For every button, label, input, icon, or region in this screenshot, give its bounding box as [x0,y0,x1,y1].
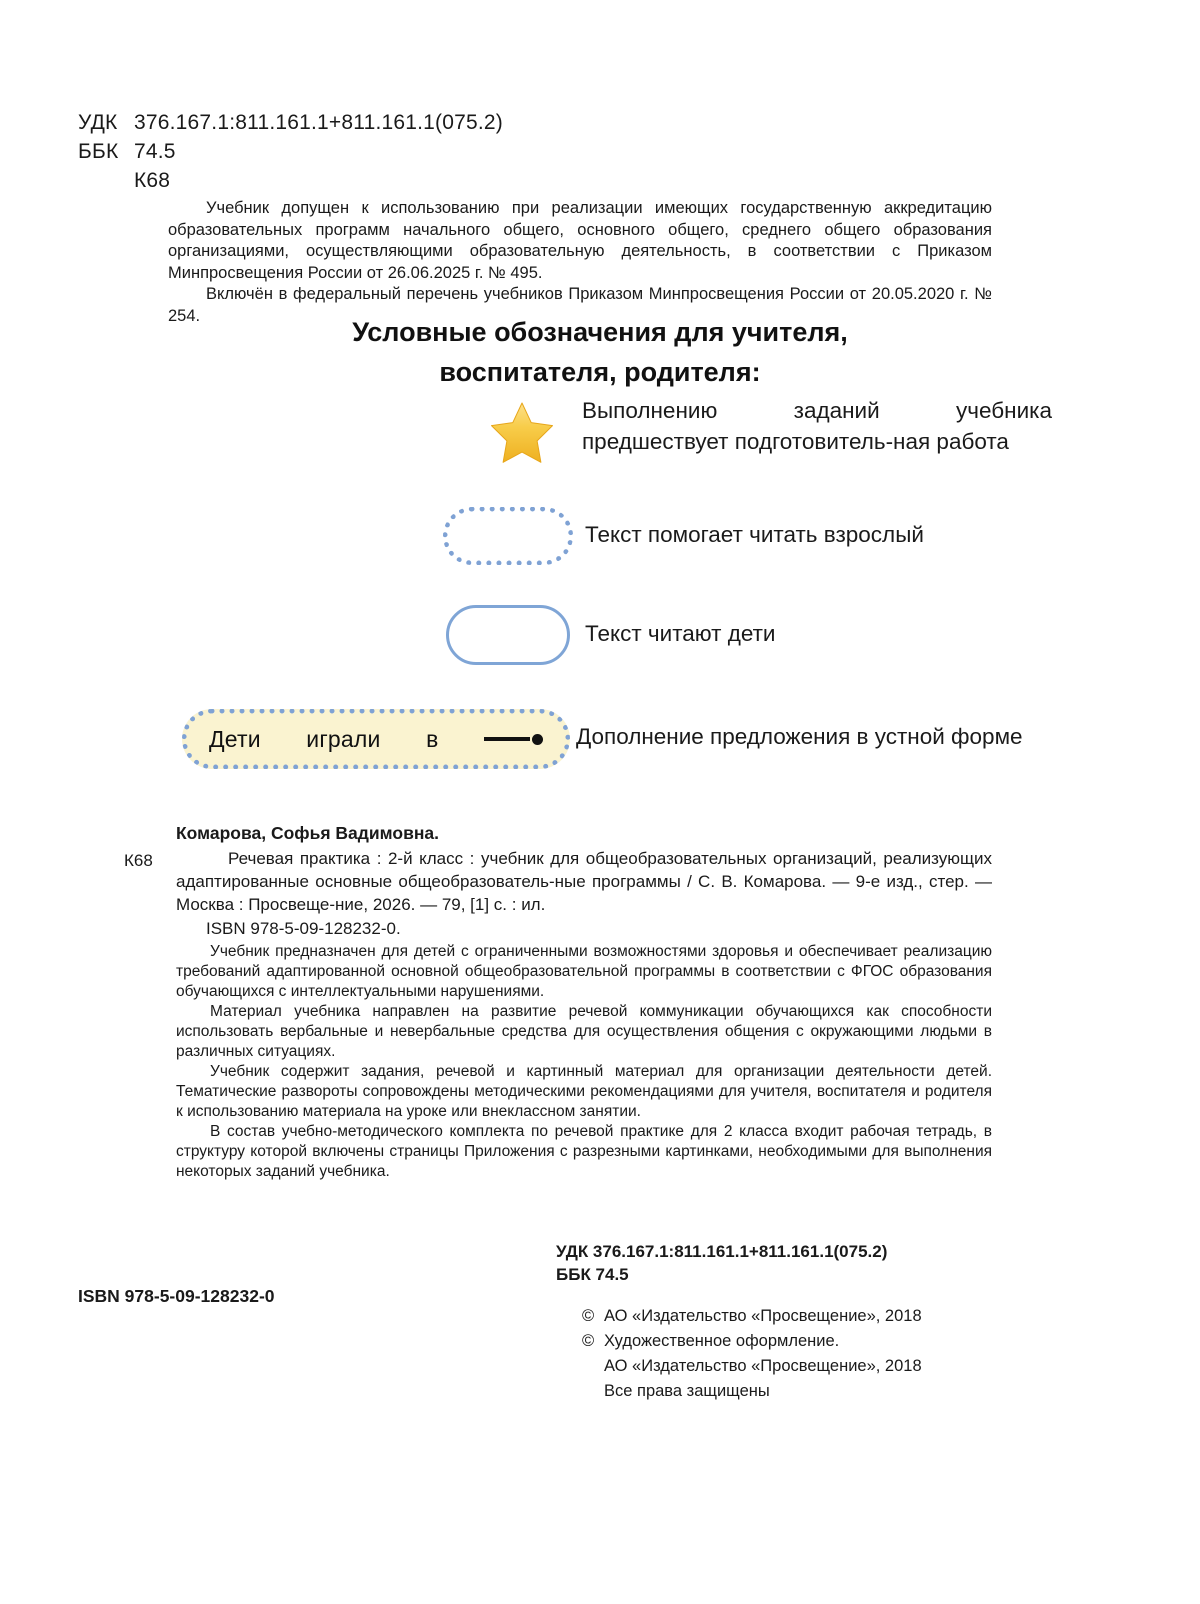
copyright-text-1: АО «Издательство «Просвещение», 2018 [604,1307,922,1325]
copyright-row-4 [582,1379,922,1404]
copyright-text-4: Все права защищены [604,1382,770,1400]
approval-paragraph-1: Учебник допущен к использованию при реализации имеющих государственную аккредитацию образовательных программ начального общего, основного общего, среднего общего образования организациями, осуществляющими образовательную деятельность, в соответствии с Приказом Минпросвещения России от 26.06.2025 г. № 495. [168,199,992,282]
legend-heading-line-2: воспитателя, родителя: [439,357,761,387]
copyright-icon-1: © [582,1307,595,1325]
annotation-paragraph-2: Материал учебника направлен на развитие речевой коммуникации обучающихся как способности использовать вербальные и невербальные средства для осуществления общения с окружающими людьми в различных ситуациях. [176,1003,992,1060]
bib-author: Комарова, Софья Вадимовна. [176,823,439,843]
copyright-row-2 [582,1329,922,1354]
legend-item-dotted-pill-label: Текст помогает читать взрослый [585,522,924,547]
legend-list [0,395,1200,769]
copyright-block [582,1304,922,1404]
annotation-paragraph-4: В состав учебно-методического комплекта по речевой практике для 2 класса входит рабочая тетрадь, в структуру которой включены страницы Приложения с разрезными картинками, необходимыми для выполнения некоторых заданий учебника. [176,1123,992,1180]
sentence-word-3: в [426,725,439,752]
star-icon [462,395,582,465]
solid-pill-shape [446,605,570,665]
period-dot [532,734,543,745]
bbk-row [78,137,503,166]
bib-description: Речевая практика : 2-й класс : учебник для общеобразовательных организаций, реализующих адаптированные основные общеобразователь-ные программы / С. В. Комарова. — 9-е изд., стер. — Москва : Просвеще-ние, 2026. — 79, [1] с. : ил. [176,849,992,914]
copyright-spacer-3 [582,1354,604,1379]
copyright-text-3: АО «Издательство «Просвещение», 2018 [604,1357,922,1375]
copyright-row-1 [582,1304,922,1329]
sentence-word-2: играли [306,725,381,752]
sentence-blank-icon [484,734,543,745]
annotation-paragraph-1: Учебник предназначен для детей с ограниченными возможностями здоровья и обеспечивает реализацию требований адаптированной основной общеобразовательной программы в соответствии с ФГОС образования обучающихся с интеллектуальными нарушениями. [176,943,992,1000]
copyright-icon-2: © [582,1332,595,1350]
legend-heading-line-1: Условные обозначения для учителя, [352,317,848,347]
bib-isbn: ISBN 978-5-09-128232-0. [206,919,401,938]
copyright-row-3 [582,1354,922,1379]
bib-author-code: К68 [124,851,153,870]
sentence-sample [187,726,565,753]
legend-item-solid-pill-label: Текст читают дети [585,621,776,646]
annotation-paragraph-3: Учебник содержит задания, речевой и картинный материал для организации деятельности детей. Тематические развороты сопровождены методическими рекомендациями для учителя, воспитателя и родителя к использованию материала на уроке или внеклассном занятии. [176,1063,992,1120]
sentence-box-shape [182,709,570,769]
sentence-word-1: Дети [209,725,261,752]
bbk-value: 74.5 [134,140,176,163]
author-code-row [78,166,503,195]
footer-isbn: ISBN 978-5-09-128232-0 [78,1286,275,1306]
udk-label: УДК [78,111,118,134]
legend-item-solid-pill [0,605,1200,665]
bib-annotation [176,942,992,1182]
author-code: К68 [134,169,171,192]
approval-notice [168,198,992,327]
legend-item-dotted-pill [0,507,1200,565]
legend-item-sentence-box [0,709,1200,769]
dotted-pill-icon [430,507,585,565]
approval-paragraph-2: Включён в федеральный перечень учебников Приказом Минпросвещения России от 20.05.2020 г. № 254. [168,285,992,325]
solid-pill-icon [430,605,585,665]
legend-item-star [0,395,1200,465]
bibliographic-record [124,822,992,1182]
yellow-sentence-box-icon [176,709,576,769]
legend-item-sentence-box-label: Дополнение предложения в устной форме [576,724,1023,749]
classification-codes [78,108,503,195]
dotted-pill-shape [443,507,573,565]
footer-classification [556,1240,887,1286]
blank-rule [484,737,530,741]
udk-row [78,108,503,137]
legend-heading [0,312,1200,392]
footer-udk: УДК 376.167.1:811.161.1+811.161.1(075.2) [556,1242,888,1261]
legend-item-star-label: Выполнению заданий учебника предшествует подготовитель-ная работа [582,398,1052,454]
copyright-text-2: Художественное оформление. [604,1332,840,1350]
copyright-spacer-4 [582,1379,604,1404]
bbk-label: ББК [78,140,119,163]
footer-bbk: ББК 74.5 [556,1265,629,1284]
udk-value: 376.167.1:811.161.1+811.161.1(075.2) [134,111,503,134]
